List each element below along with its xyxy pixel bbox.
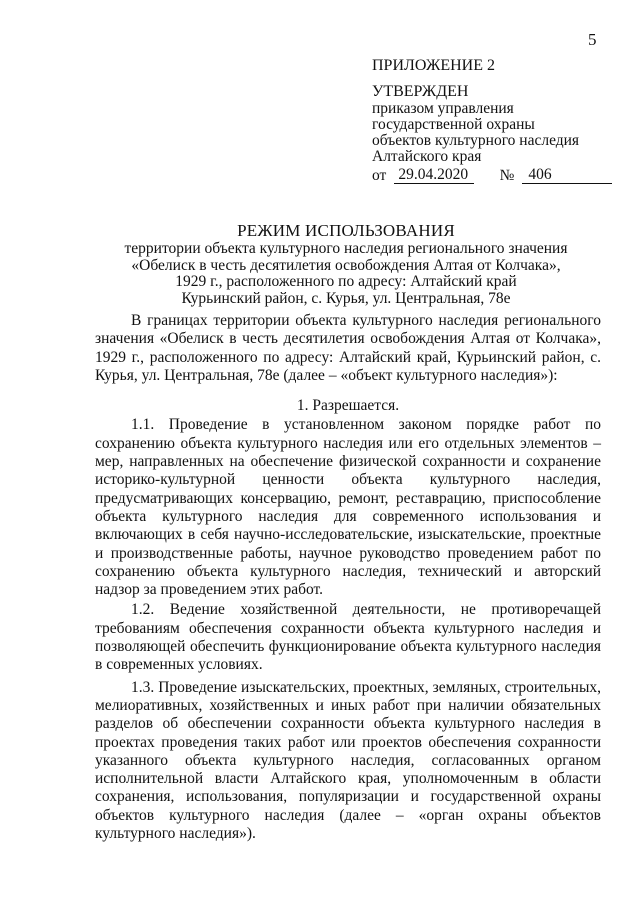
intro-paragraph: В границах территории объекта культурного наследия регионального значения «Обелиск в честь десятилетия освобождения Алтая от Колчака», 1929 г., расположенного по адресу: Алтайский край, Курьинский район, с. Курья, ул. Центральная, 78е (далее – «объект культурного наследия»): bbox=[95, 312, 601, 384]
order-date-row bbox=[372, 167, 612, 184]
title-line: 1929 г., расположенного по адресу: Алтайский край bbox=[175, 273, 517, 290]
section-heading: 1. Разрешается. bbox=[296, 397, 400, 415]
approval-stamp bbox=[372, 58, 612, 184]
approval-line: Алтайского края bbox=[372, 148, 482, 165]
order-date: 29.04.2020 bbox=[394, 167, 473, 184]
approved-label: УТВЕРЖДЕН bbox=[372, 83, 469, 100]
title-line: Курьинский район, с. Курья, ул. Центральная, 78е bbox=[181, 289, 511, 307]
title-line: территории объекта культурного наследия регионального значения bbox=[124, 240, 568, 257]
document-body bbox=[95, 312, 601, 843]
title-line: «Обелиск в честь десятилетия освобождения Алтая от Колчака», bbox=[131, 256, 561, 274]
clause-1-1: 1.1. Проведение в установленном законом порядке работ по сохранению объекта культурного наследия или его отдельных элементов – мер, направленных на обеспечение физической сохранности и сохранение историко-культурной ценности объекта культурного наследия, предусматривающих консервацию, ремонт, реставрацию, приспособление объекта культурного наследия для современного использования и включающих в себя научно-исследовательские, изыскательские, проектные и производственные работы, научное руководство проведением работ по сохранению объекта культурного наследия, технический и авторский надзор за проведением этих работ. bbox=[95, 416, 601, 599]
date-label: от bbox=[372, 167, 387, 184]
document-title-block bbox=[96, 222, 596, 307]
appendix-label: ПРИЛОЖЕНИЕ 2 bbox=[372, 57, 496, 74]
approval-line: объектов культурного наследия bbox=[372, 132, 580, 149]
document-title: РЕЖИМ ИСПОЛЬЗОВАНИЯ bbox=[237, 221, 455, 240]
number-label: № bbox=[499, 167, 515, 184]
clause-1-2: 1.2. Ведение хозяйственной деятельности, не противоречащей требованиям обеспечения сохранности объекта культурного наследия и позволяющей обеспечить функционирование объекта культурного наследия в современных условиях. bbox=[95, 601, 601, 674]
approval-line: приказом управления bbox=[372, 100, 514, 117]
page-number: 5 bbox=[588, 30, 597, 49]
order-number: 406 bbox=[522, 167, 612, 184]
approval-line: государственной охраны bbox=[372, 116, 535, 133]
clause-1-3: 1.3. Проведение изыскательских, проектных, земляных, строительных, мелиоративных, хозяйственных и иных работ при наличии обязательных разделов об обеспечении сохранности объекта культурного наследия в проектах проведения таких работ или проектов обеспечения сохранности указанного объекта культурного наследия, согласованных органом исполнительной власти Алтайского края, уполномоченным в области сохранения, использования, популяризации и государственной охраны объектов культурного наследия (далее – «орган охраны объектов культурного наследия»). bbox=[95, 678, 601, 843]
